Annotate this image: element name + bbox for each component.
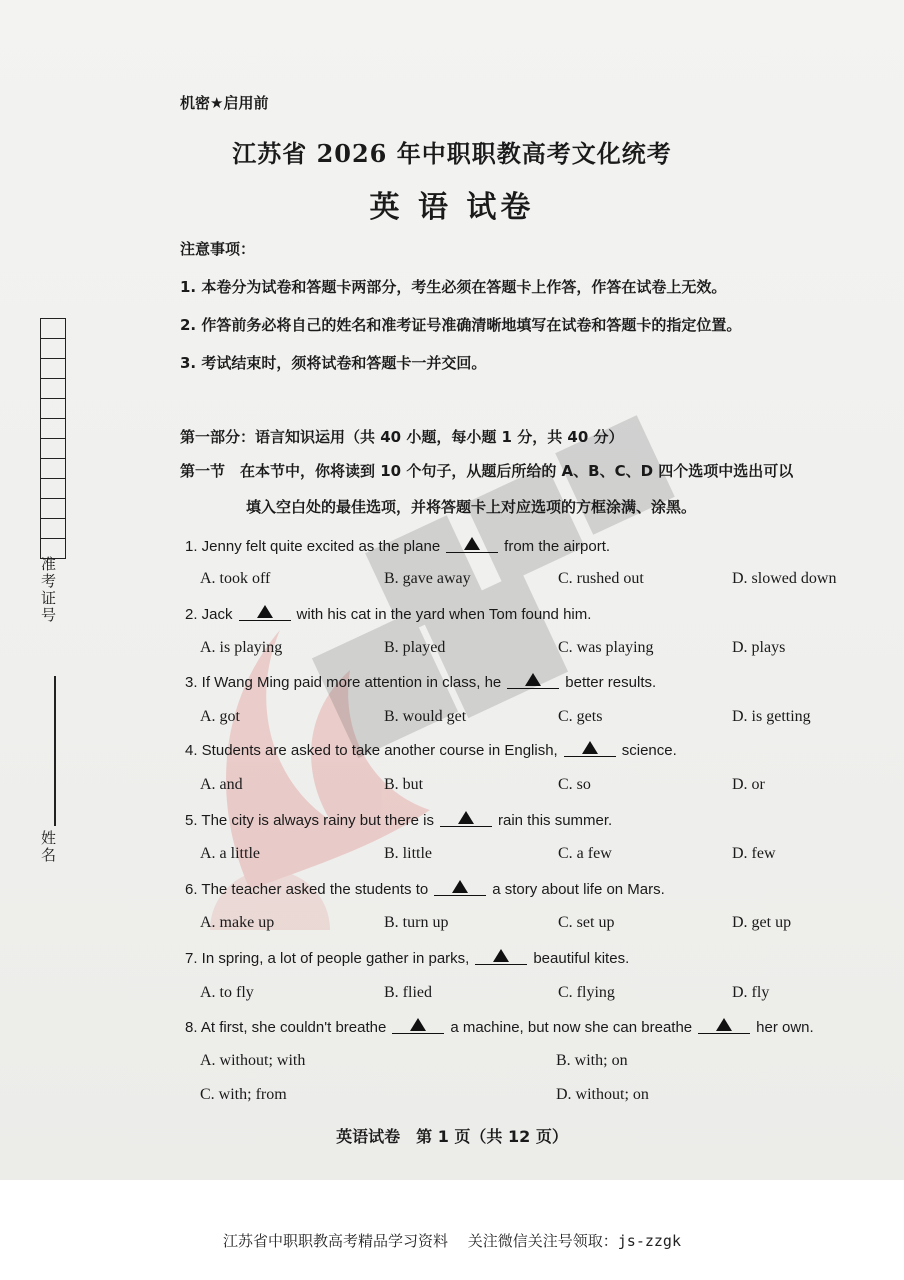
question-text: a story about life on Mars. <box>492 881 665 898</box>
answer-blank <box>392 1017 444 1034</box>
question-4 <box>185 740 677 759</box>
promo-code: js-zzgk <box>617 1232 681 1250</box>
triangle-icon <box>458 811 474 824</box>
option-c: C. flying <box>558 984 615 1001</box>
exam-id-grid <box>40 318 66 559</box>
option-a: A. took off <box>200 570 271 587</box>
promo-line <box>0 1230 904 1251</box>
question-7 <box>185 948 629 967</box>
option-d: D. plays <box>732 639 786 656</box>
promo-text: 江苏省中职职教高考精品学习资料 关注微信关注号领取： <box>223 1232 618 1250</box>
section-instruction: 第一节 在本节中，你将读到 10 个句子，从题后所给的 A、B、C、D 四个选项中选出可以 <box>180 462 794 480</box>
answer-blank <box>446 536 498 553</box>
answer-blank <box>475 948 527 965</box>
option-c: C. rushed out <box>558 570 644 587</box>
note-item: 1. 本卷分为试卷和答题卡两部分，考生必须在答题卡上作答，作答在试卷上无效。 <box>180 278 727 296</box>
option-b: B. gave away <box>384 570 471 587</box>
option-b: B. played <box>384 639 446 656</box>
option-d: D. fly <box>732 984 770 1001</box>
notes-heading: 注意事项： <box>180 240 256 258</box>
option-a: A. without; with <box>200 1052 306 1069</box>
note-item: 3. 考试结束时，须将试卷和答题卡一并交回。 <box>180 354 487 372</box>
answer-blank <box>698 1017 750 1034</box>
option-c: C. a few <box>558 845 612 862</box>
subject-title: 英 语 试卷 <box>369 190 535 225</box>
option-d: D. slowed down <box>732 570 837 587</box>
question-text: science. <box>621 742 677 759</box>
triangle-icon <box>452 880 468 893</box>
option-a: A. is playing <box>200 639 283 656</box>
option-a: A. and <box>200 776 243 793</box>
option-b: B. little <box>384 845 432 862</box>
option-d: D. few <box>732 845 776 862</box>
option-d: D. without; on <box>556 1086 649 1103</box>
triangle-icon <box>410 1018 426 1031</box>
triangle-icon <box>582 741 598 754</box>
question-text: 8. At first, she couldn't breathe <box>185 1019 387 1036</box>
question-text: 2. Jack <box>185 606 233 623</box>
answer-blank <box>507 672 559 689</box>
option-b: B. but <box>384 776 424 793</box>
question-2 <box>185 604 591 623</box>
option-b: B. would get <box>384 708 467 725</box>
triangle-icon <box>716 1018 732 1031</box>
option-b: B. with; on <box>556 1052 628 1069</box>
option-a: A. to fly <box>200 984 254 1001</box>
option-c: C. so <box>558 776 591 793</box>
triangle-icon <box>257 605 273 618</box>
note-item: 2. 作答前务必将自己的姓名和准考证号准确清晰地填写在试卷和答题卡的指定位置。 <box>180 316 742 334</box>
exam-title: 江苏省 2026 年中职职教高考文化统考 <box>232 139 672 168</box>
question-text: beautiful kites. <box>533 950 630 967</box>
option-c: C. was playing <box>558 639 654 656</box>
question-8 <box>185 1017 814 1036</box>
question-5 <box>185 810 612 829</box>
option-d: D. is getting <box>732 708 811 725</box>
option-d: D. get up <box>732 914 792 931</box>
question-6 <box>185 879 665 898</box>
option-c: C. with; from <box>200 1086 287 1103</box>
option-c: C. gets <box>558 708 603 725</box>
option-a: A. a little <box>200 845 260 862</box>
confidential-mark: 机密★启用前 <box>180 94 269 112</box>
section-instruction-cont: 填入空白处的最佳选项，并将答题卡上对应选项的方框涂满、涂黑。 <box>246 498 697 516</box>
question-text: 3. If Wang Ming paid more attention in class, he <box>185 674 502 691</box>
question-text: with his cat in the yard when Tom found him. <box>296 606 592 623</box>
page-footer: 英语试卷 第 1 页（共 12 页） <box>336 1127 568 1146</box>
question-text: 4. Students are asked to take another course in English, <box>185 742 558 759</box>
triangle-icon <box>464 537 480 550</box>
name-label: 姓名 <box>39 830 57 864</box>
part-title: 第一部分：语言知识运用（共 40 小题，每小题 1 分，共 40 分） <box>180 428 624 446</box>
question-text: a machine, but now she can breathe <box>450 1019 693 1036</box>
question-text: 7. In spring, a lot of people gather in parks, <box>185 950 470 967</box>
question-text: 1. Jenny felt quite excited as the plane <box>185 538 441 555</box>
answer-blank <box>239 604 291 621</box>
answer-blank <box>564 740 616 757</box>
option-a: A. got <box>200 708 240 725</box>
triangle-icon <box>525 673 541 686</box>
question-text: from the airport. <box>504 538 611 555</box>
option-a: A. make up <box>200 914 275 931</box>
question-1 <box>185 536 610 555</box>
question-text: her own. <box>756 1019 814 1036</box>
option-b: B. flied <box>384 984 432 1001</box>
option-d: D. or <box>732 776 765 793</box>
triangle-icon <box>493 949 509 962</box>
question-text: better results. <box>565 674 657 691</box>
answer-blank <box>440 810 492 827</box>
question-text: 6. The teacher asked the students to <box>185 881 429 898</box>
option-c: C. set up <box>558 914 615 931</box>
question-text: rain this summer. <box>498 812 613 829</box>
exam-id-label: 准考证号 <box>39 556 57 624</box>
question-3 <box>185 672 656 691</box>
name-line <box>54 676 56 826</box>
answer-blank <box>434 879 486 896</box>
option-b: B. turn up <box>384 914 449 931</box>
question-text: 5. The city is always rainy but there is <box>185 812 434 829</box>
